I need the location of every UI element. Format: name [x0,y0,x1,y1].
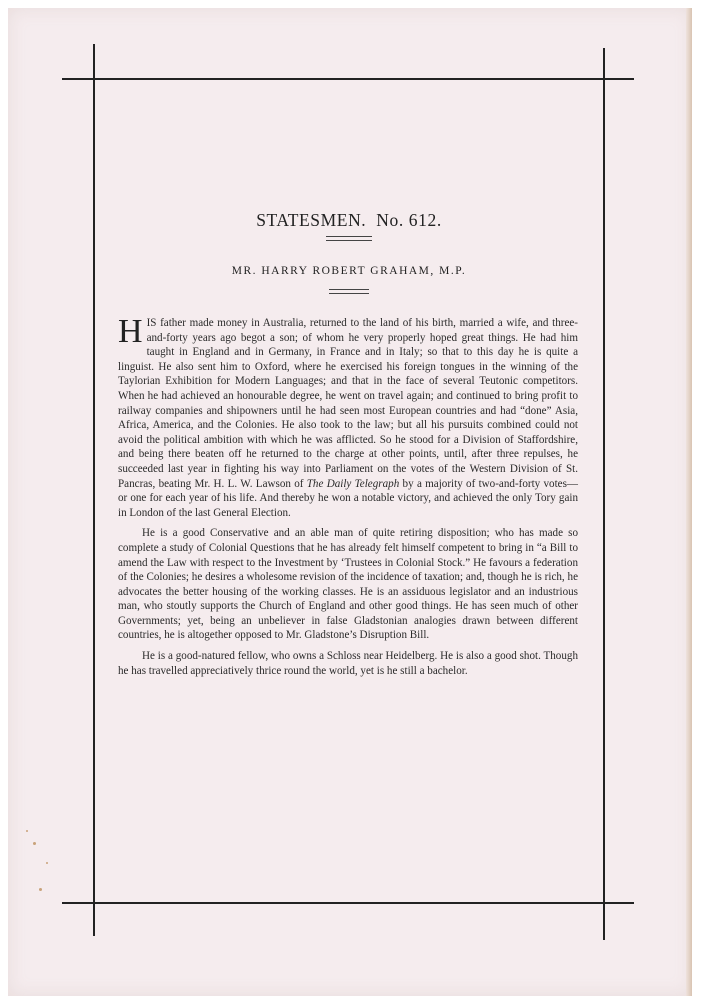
border-rule-top [62,78,634,80]
page-title: STATESMEN. No. 612. [256,210,442,230]
border-rule-left [93,44,95,936]
paper-speck [39,888,42,891]
title-divider [326,236,372,241]
border-rule-bottom [62,902,634,904]
paragraph-3: He is a good-natured fellow, who owns a Schloss near Heidelberg. He is also a good shot. Though he has travelled appreciatively thrice round the world, yet is he still a bachelor. [118,650,578,677]
subtitle-divider [329,289,369,294]
paragraph-2: He is a good Conservative and an able man of quite retiring disposition; who has made so complete a study of Colonial Questions that he has already felt himself competent to bring in “a Bill to amend the Law with respect to the Investment by ‘Trustees in Colonial Stock.” He favours a federation of the Colonies; he desires a wholesome revision of the incidence of taxation; and, though he is rich, he advocates the better housing of the working classes. He is an assiduous legislator and an industrious man, who stoutly supports the Church of England and other good things. He has seen much of other Governments; yet, being an unbeliever in false Gladstonian analogies drawn between different countries, he is altogether opposed to Mr. Gladstone’s Disruption Bill. [118,527,578,642]
article-body [118,313,579,684]
subtitle: MR. HARRY ROBERT GRAHAM, M.P. [231,265,467,277]
paragraph-1-text-b: by a majority of two-and-forty votes—or one for each year of his life. And thereby he won a notable victory, and achieved the only Tory gain in London of the last General Election. [118,477,579,519]
publication-name: The Daily Telegraph [306,477,400,490]
paragraph-1 [118,313,579,520]
page-edge [686,8,692,996]
paper-speck [33,842,36,845]
drop-cap: H [118,313,143,350]
paragraph-1-text-a: IS father made money in Australia, returned to the land of his birth, married a wife, and three-and-forty years ago begot a son; of whom he very properly hoped great things. He had him taught in England and in Germany, in France and in Italy; so that to this day he is quite a linguist. He also sent him to Oxford, where he exercised his foreign tongues in the winning of the Taylorian Exhibition for Modern Languages; and that in the face of several Teutonic competitors. When he had achieved an honourable degree, he went on travel again; and continued to bring profit to railway companies and shipowners until he had seen most European countries and had “done” Asia, Africa, America, and the Colonies. He also took to the law; but all his pursuits combined could not avoid the political ambition with which he was afflicted. So he stood for a Division of Staffordshire, and being there beaten off he returned to the charge at other points, until, after three repulses, he succeeded last year in fighting his way into Parliament on the votes of the Western Division of St. Pancras, beating Mr. H. L. W. Lawson of [118,317,578,490]
border-rule-right [603,48,605,940]
paper-speck [26,830,28,832]
paper-speck [46,862,48,864]
